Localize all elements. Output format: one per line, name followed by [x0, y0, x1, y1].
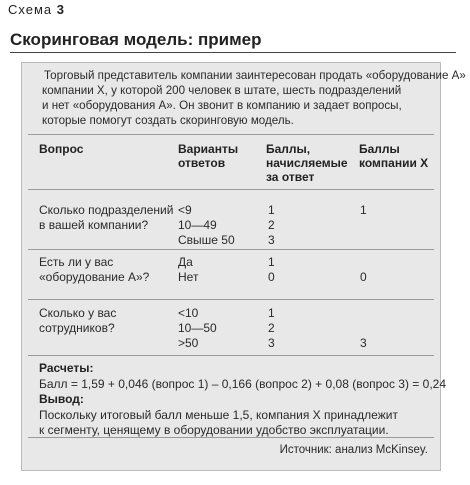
scoring-model-box	[21, 62, 466, 471]
row2-question	[39, 255, 149, 285]
row3-option: <10	[178, 306, 199, 320]
header-points-line: Баллы,	[266, 142, 311, 156]
row1-point: 1	[268, 203, 275, 217]
row2-company-score: 0	[360, 270, 367, 284]
row3-question	[39, 306, 116, 336]
row1-question-line: Сколько подразделений	[39, 203, 174, 217]
row1-option: Свыше 50	[178, 233, 235, 247]
row2-point: 0	[268, 270, 275, 284]
intro-line: и нет «оборудования А». Он звонит в компанию и задает вопросы,	[42, 99, 402, 112]
header-options	[178, 142, 238, 170]
scheme-number: 3	[56, 2, 65, 17]
row1-company-score: 1	[360, 203, 367, 217]
source-note: Источник: анализ McKinsey.	[279, 444, 428, 456]
header-question	[39, 142, 83, 156]
source-rule	[28, 437, 434, 438]
row3-option: 10—50	[178, 321, 217, 335]
row1-points	[268, 203, 275, 248]
scheme-label-text: Схема	[8, 2, 53, 17]
row2-question-line: Есть ли у вас	[39, 255, 114, 269]
row-divider	[28, 249, 434, 250]
intro-line: компании X, у которой 200 человек в штате, шесть подразделений	[42, 84, 402, 97]
table-top-rule	[28, 134, 434, 135]
row3-point: 2	[268, 321, 275, 335]
row3-question-line: сотрудников?	[39, 321, 115, 335]
row2-option: Нет	[178, 270, 199, 284]
row1-point: 2	[268, 218, 275, 232]
row1-option: <9	[178, 203, 192, 217]
row3-option: >50	[178, 336, 199, 350]
conclusion-text	[39, 408, 398, 438]
row2-options	[178, 255, 198, 285]
row3-question-line: Сколько у вас	[39, 306, 117, 320]
row1-question	[39, 203, 173, 233]
row-divider	[28, 299, 434, 300]
row3-point: 1	[268, 306, 275, 320]
conclusion-line: Поскольку итоговый балл меньше 1,5, компания X принадлежит	[39, 408, 398, 422]
header-company-line: компании X	[359, 156, 429, 170]
conclusion-line: к сегменту, ценящему в оборудовании удобство эксплуатации.	[39, 423, 389, 437]
scheme-label	[8, 2, 65, 17]
page-title: Скоринговая модель: пример	[10, 30, 262, 49]
intro-text	[42, 68, 466, 128]
row2-point: 1	[268, 255, 275, 269]
row1-options	[178, 203, 235, 248]
header-points-line: за ответ	[266, 170, 315, 184]
calculations-formula: Балл = 1,59 + 0,046 (вопрос 1) – 0,166 (вопрос 2) + 0,08 (вопрос 3) = 0,24	[39, 377, 447, 391]
intro-line: которые помогут создать скоринговую модель.	[42, 114, 294, 127]
conclusion-heading: Вывод:	[39, 392, 84, 406]
intro-line: Торговый представитель компании заинтересован продать «оборудование А»	[44, 69, 466, 82]
header-points-line: начисляемые	[266, 156, 348, 170]
row1-question-line: в вашей компании?	[39, 218, 149, 232]
title-divider	[10, 52, 456, 53]
row1-option: 10—49	[178, 218, 217, 232]
header-options-line: ответов	[178, 156, 226, 170]
row2-question-line: «оборудование А»?	[39, 270, 150, 284]
row3-options	[178, 306, 217, 351]
row3-point: 3	[268, 336, 275, 350]
header-question-label: Вопрос	[39, 142, 84, 156]
row3-company-score: 3	[360, 336, 367, 350]
header-company	[359, 142, 428, 170]
row2-points	[268, 255, 275, 285]
header-rule	[28, 189, 434, 190]
calculations-heading: Расчеты:	[39, 361, 94, 375]
row3-points	[268, 306, 275, 351]
row2-option: Да	[178, 255, 193, 269]
header-company-line: Баллы	[359, 142, 400, 156]
header-points	[266, 142, 348, 184]
table-bottom-rule	[28, 355, 434, 356]
row1-point: 3	[268, 233, 275, 247]
header-options-line: Варианты	[178, 142, 239, 156]
